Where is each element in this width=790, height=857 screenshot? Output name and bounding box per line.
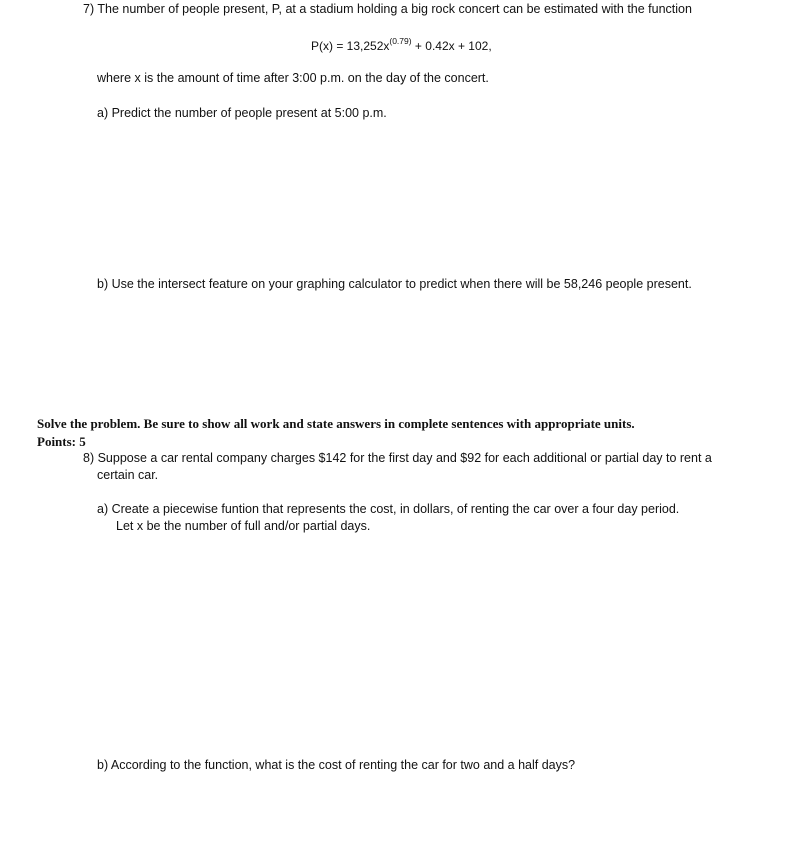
- question-8-stem-line1: 8) Suppose a car rental company charges $142 for the first day and $92 for each additional or partial day to rent a: [83, 451, 712, 465]
- question-8-part-a-line1: a) Create a piecewise funtion that represents the cost, in dollars, of renting the car over a four day period.: [97, 502, 680, 516]
- question-7-part-a: a) Predict the number of people present at 5:00 p.m.: [97, 106, 387, 120]
- question-7-part-b: b) Use the intersect feature on your graphing calculator to predict when there will be 58,246 people present.: [97, 277, 692, 291]
- question-7-number: 7): [83, 2, 95, 16]
- question-7-stem: [83, 1, 692, 18]
- formula-lhs: P(x) = 13,252x: [311, 39, 390, 53]
- question-8-stem-line2: certain car.: [97, 468, 159, 482]
- points-label: Points: 5: [37, 434, 86, 449]
- question-7-text: The number of people present, P, at a stadium holding a big rock concert can be estimated with the function: [97, 2, 692, 16]
- question-8-part-b: b) According to the function, what is the cost of renting the car for two and a half days?: [97, 758, 576, 772]
- question-8-part-a-line2: Let x be the number of full and/or partial days.: [116, 519, 371, 533]
- section-instructions: Solve the problem. Be sure to show all work and state answers in complete sentences with appropriate units.: [37, 416, 635, 431]
- formula-exponent: (0.79): [389, 36, 412, 46]
- function-formula: [311, 37, 492, 53]
- formula-rhs: + 0.42x + 102,: [411, 39, 492, 53]
- variable-definition: where x is the amount of time after 3:00 p.m. on the day of the concert.: [97, 71, 489, 85]
